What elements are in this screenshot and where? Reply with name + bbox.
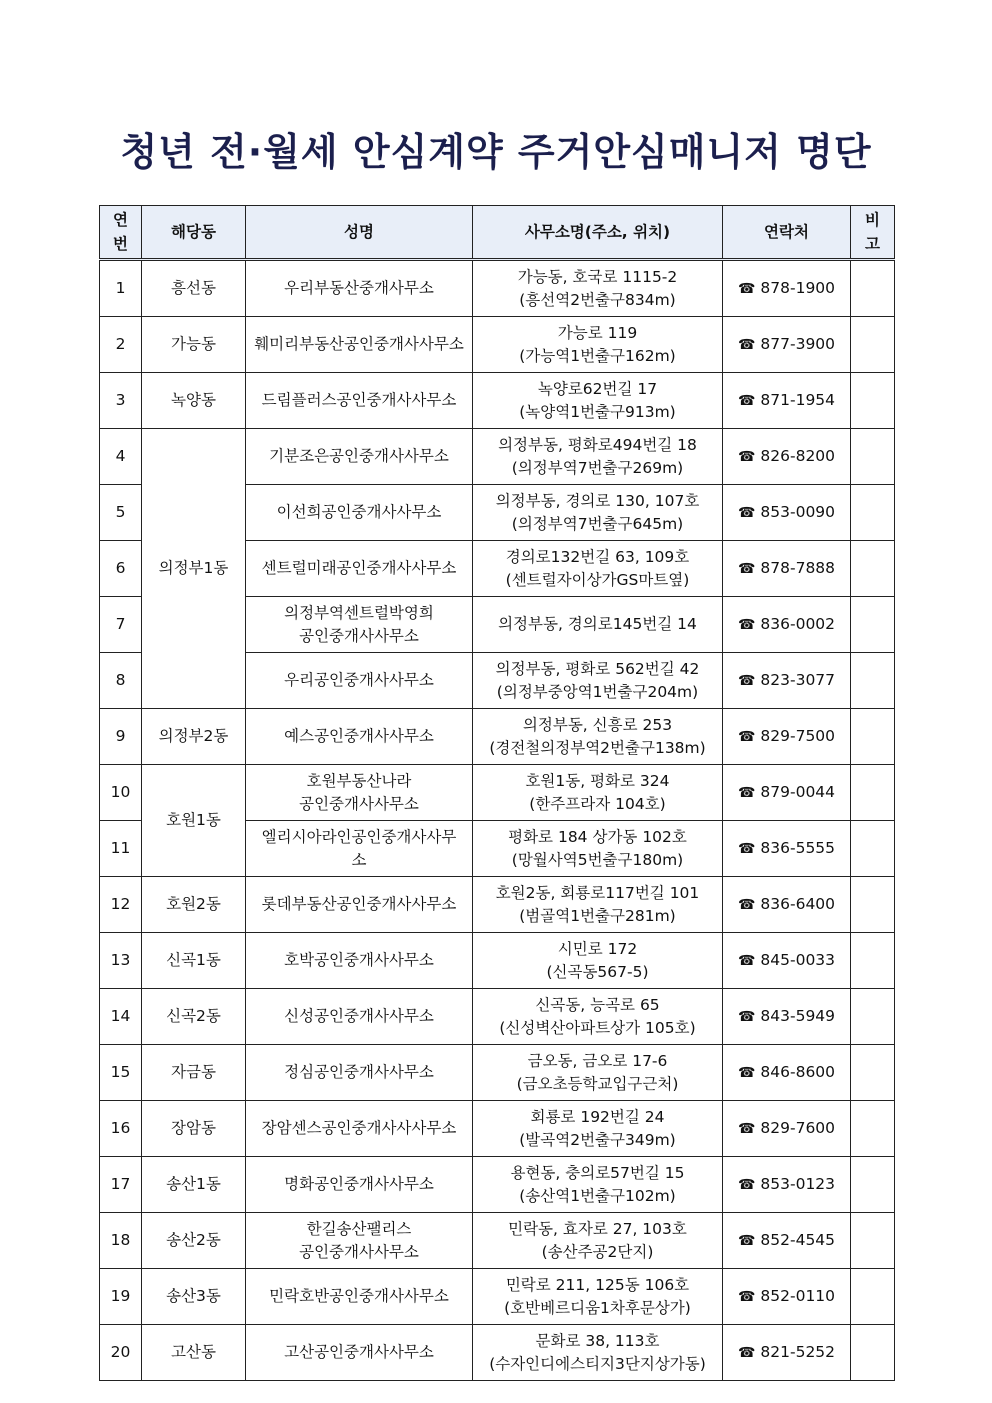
row-no: 19 [100,1269,142,1325]
page-title: 청년 전·월세 안심계약 주거안심매니저 명단 [120,130,872,174]
row-no: 5 [100,485,142,541]
table-row [100,1101,895,1157]
row-name: 호원부동산나라 공인중개사사무소 [246,765,473,821]
row-dong: 장암동 [142,1101,246,1157]
table-row [100,765,895,821]
row-address: 회룡로 192번길 24 (발곡역2번출구349m) [473,1101,723,1157]
row-name: 장암센스공인중개사사사무소 [246,1101,473,1157]
row-name: 센트럴미래공인중개사사무소 [246,541,473,597]
row-no: 1 [100,260,142,317]
row-phone: ☎ 829-7600 [723,1101,851,1157]
row-dong: 송산2동 [142,1213,246,1269]
row-phone: ☎ 826-8200 [723,429,851,485]
row-address: 시민로 172 (신곡동567-5) [473,933,723,989]
row-note [851,485,895,541]
row-name: 민락호반공인중개사사무소 [246,1269,473,1325]
row-note [851,1325,895,1381]
row-note [851,989,895,1045]
row-name: 드림플러스공인중개사사무소 [246,373,473,429]
row-phone: ☎ 821-5252 [723,1325,851,1381]
row-phone: ☎ 871-1954 [723,373,851,429]
table-row [100,317,895,373]
row-note [851,1213,895,1269]
row-no: 3 [100,373,142,429]
row-name: 기분조은공인중개사사무소 [246,429,473,485]
row-address: 의정부동, 평화로494번길 18 (의정부역7번출구269m) [473,429,723,485]
row-dong: 의정부2동 [142,709,246,765]
row-dong: 신곡1동 [142,933,246,989]
row-note [851,765,895,821]
phone-icon: ☎ [737,504,756,521]
row-phone: ☎ 829-7500 [723,709,851,765]
row-dong: 녹양동 [142,373,246,429]
phone-icon: ☎ [737,672,756,689]
row-phone: ☎ 853-0090 [723,485,851,541]
row-note [851,933,895,989]
row-note [851,541,895,597]
row-phone: ☎ 878-7888 [723,541,851,597]
row-dong: 송산1동 [142,1157,246,1213]
row-note [851,1157,895,1213]
phone-icon: ☎ [737,784,756,801]
row-phone: ☎ 852-0110 [723,1269,851,1325]
row-dong: 가능동 [142,317,246,373]
header-name: 성명 [246,206,473,260]
phone-icon: ☎ [737,560,756,577]
phone-icon: ☎ [737,1344,756,1361]
row-name: 예스공인중개사사무소 [246,709,473,765]
phone-icon: ☎ [737,728,756,745]
row-no: 7 [100,597,142,653]
row-phone: ☎ 877-3900 [723,317,851,373]
row-dong: 고산동 [142,1325,246,1381]
table-row [100,989,895,1045]
row-address: 문화로 38, 113호 (수자인디에스티지3단지상가동) [473,1325,723,1381]
row-address: 의정부동, 경의로145번길 14 [473,597,723,653]
row-note [851,877,895,933]
table-row [100,1157,895,1213]
row-phone: ☎ 845-0033 [723,933,851,989]
row-address: 금오동, 금오로 17-6 (금오초등학교입구근처) [473,1045,723,1101]
table-row [100,709,895,765]
phone-icon: ☎ [737,952,756,969]
row-name: 호박공인중개사사무소 [246,933,473,989]
row-no: 4 [100,429,142,485]
row-no: 16 [100,1101,142,1157]
row-address: 호원1동, 평화로 324 (한주프라자 104호) [473,765,723,821]
table-row [100,1325,895,1381]
row-dong: 송산3동 [142,1269,246,1325]
phone-icon: ☎ [737,1064,756,1081]
row-address: 가능로 119 (가능역1번출구162m) [473,317,723,373]
row-no: 17 [100,1157,142,1213]
row-address: 경의로132번길 63, 109호 (센트럴자이상가GS마트옆) [473,541,723,597]
table-row [100,877,895,933]
phone-icon: ☎ [737,448,756,465]
row-note [851,1101,895,1157]
row-address: 신곡동, 능곡로 65 (신성벽산아파트상가 105호) [473,989,723,1045]
row-address: 의정부동, 경의로 130, 107호 (의정부역7번출구645m) [473,485,723,541]
row-dong: 흥선동 [142,260,246,317]
phone-icon: ☎ [737,280,756,297]
table-row [100,429,895,485]
row-name: 훼미리부동산공인중개사사무소 [246,317,473,373]
header-dong: 해당동 [142,206,246,260]
row-no: 12 [100,877,142,933]
row-phone: ☎ 878-1900 [723,260,851,317]
table-row [100,1045,895,1101]
row-note [851,260,895,317]
row-name: 엘리시아라인공인중개사사무 소 [246,821,473,877]
row-no: 13 [100,933,142,989]
row-phone: ☎ 823-3077 [723,653,851,709]
row-note [851,821,895,877]
header-no: 연 번 [100,206,142,260]
row-address: 평화로 184 상가동 102호 (망월사역5번출구180m) [473,821,723,877]
row-no: 11 [100,821,142,877]
row-no: 14 [100,989,142,1045]
row-name: 고산공인중개사사무소 [246,1325,473,1381]
row-name: 의정부역센트럴박영희 공인중개사사무소 [246,597,473,653]
table-row [100,373,895,429]
row-address: 녹양로62번길 17 (녹양역1번출구913m) [473,373,723,429]
row-address: 민락로 211, 125동 106호 (호반베르디움1차후문상가) [473,1269,723,1325]
row-phone: ☎ 843-5949 [723,989,851,1045]
row-dong: 자금동 [142,1045,246,1101]
phone-icon: ☎ [737,392,756,409]
row-note [851,653,895,709]
phone-icon: ☎ [737,1120,756,1137]
table-row [100,260,895,317]
row-address: 민락동, 효자로 27, 103호 (송산주공2단지) [473,1213,723,1269]
phone-icon: ☎ [737,896,756,913]
row-phone: ☎ 836-0002 [723,597,851,653]
table-row [100,933,895,989]
row-dong: 호원2동 [142,877,246,933]
phone-icon: ☎ [737,840,756,857]
header-office: 사무소명(주소, 위치) [473,206,723,260]
row-name: 롯데부동산공인중개사사무소 [246,877,473,933]
manager-roster-table [99,205,895,1381]
row-note [851,373,895,429]
row-no: 15 [100,1045,142,1101]
row-address: 의정부동, 신흥로 253 (경전철의정부역2번출구138m) [473,709,723,765]
row-phone: ☎ 879-0044 [723,765,851,821]
table-header-row [100,206,895,260]
row-name: 신성공인중개사사무소 [246,989,473,1045]
row-phone: ☎ 852-4545 [723,1213,851,1269]
row-phone: ☎ 836-6400 [723,877,851,933]
phone-icon: ☎ [737,1176,756,1193]
row-note [851,429,895,485]
row-no: 9 [100,709,142,765]
row-note [851,1045,895,1101]
table-row [100,1269,895,1325]
row-no: 10 [100,765,142,821]
phone-icon: ☎ [737,1288,756,1305]
row-no: 18 [100,1213,142,1269]
row-phone: ☎ 846-8600 [723,1045,851,1101]
table-row [100,1213,895,1269]
header-note: 비 고 [851,206,895,260]
row-dong: 신곡2동 [142,989,246,1045]
row-no: 2 [100,317,142,373]
row-no: 20 [100,1325,142,1381]
row-address: 의정부동, 평화로 562번길 42 (의정부중앙역1번출구204m) [473,653,723,709]
row-note [851,1269,895,1325]
row-note [851,597,895,653]
header-contact: 연락처 [723,206,851,260]
row-dong: 의정부1동 [142,429,246,709]
row-address: 호원2동, 회룡로117번길 101 (범골역1번출구281m) [473,877,723,933]
row-phone: ☎ 853-0123 [723,1157,851,1213]
phone-icon: ☎ [737,1008,756,1025]
phone-icon: ☎ [737,336,756,353]
row-name: 우리부동산중개사무소 [246,260,473,317]
row-name: 정심공인중개사사무소 [246,1045,473,1101]
row-name: 명화공인중개사사무소 [246,1157,473,1213]
row-name: 우리공인중개사사무소 [246,653,473,709]
row-note [851,709,895,765]
row-no: 8 [100,653,142,709]
phone-icon: ☎ [737,1232,756,1249]
row-phone: ☎ 836-5555 [723,821,851,877]
row-address: 용현동, 충의로57번길 15 (송산역1번출구102m) [473,1157,723,1213]
row-address: 가능동, 호국로 1115-2 (흥선역2번출구834m) [473,260,723,317]
row-name: 이선희공인중개사사무소 [246,485,473,541]
phone-icon: ☎ [737,616,756,633]
row-name: 한길송산팰리스 공인중개사사무소 [246,1213,473,1269]
row-dong: 호원1동 [142,765,246,877]
row-note [851,317,895,373]
row-no: 6 [100,541,142,597]
